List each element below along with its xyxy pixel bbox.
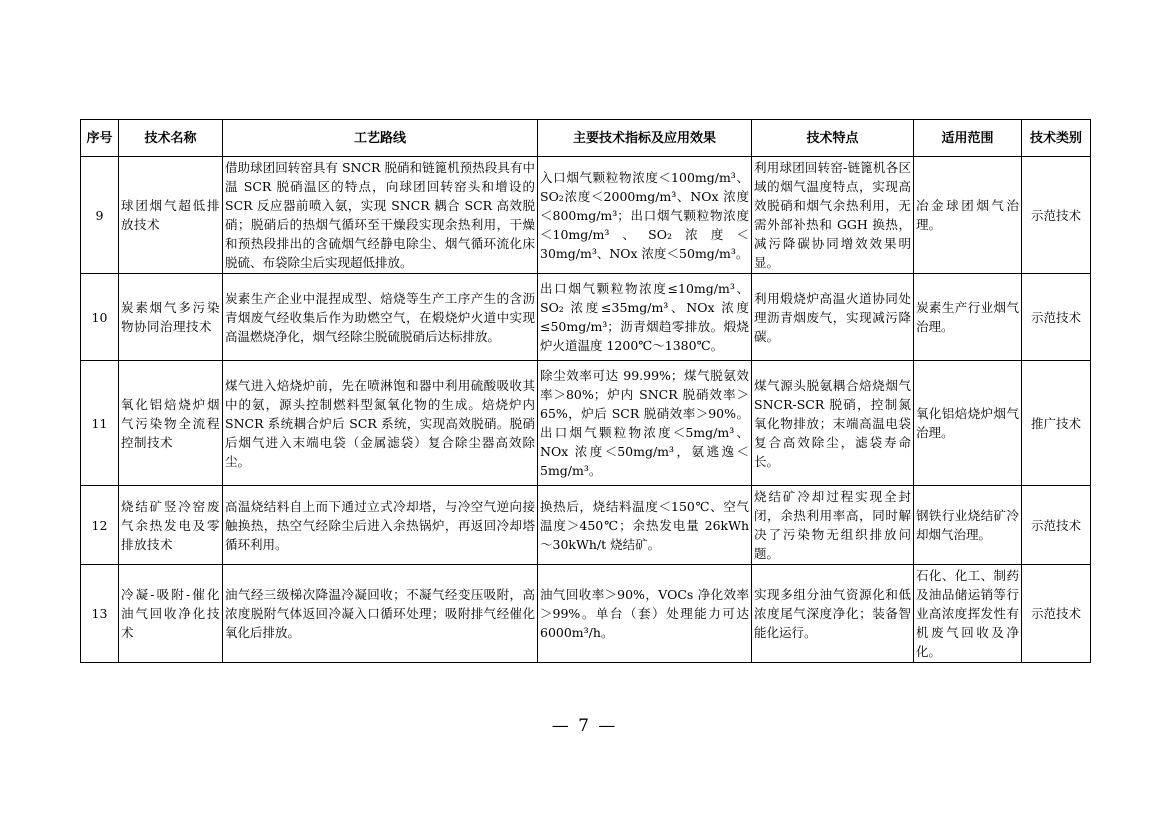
header-tech-name: 技术名称 [119, 120, 223, 157]
table-row [81, 486, 1091, 565]
cell-main-indicators: 出口烟气颗粒物浓度≤10mg/m³、SO₂ 浓度≤35mg/m³、NOx 浓度≤50mg/m³；沥青烟趋零排放。煅烧炉火道温度 1200℃～1380℃。 [538, 274, 752, 361]
cell-tech-features: 利用煅烧炉高温火道协同处理沥青烟废气，实现减污降碳。 [752, 274, 914, 361]
cell-seq: 13 [81, 565, 119, 663]
cell-category: 示范技术 [1022, 486, 1091, 565]
cell-scope: 炭素生产行业烟气治理。 [914, 274, 1022, 361]
header-seq: 序号 [81, 120, 119, 157]
cell-main-indicators: 换热后，烧结料温度＜150℃、空气温度＞450℃；余热发电量 26kWh～30kWh/t 烧结矿。 [538, 486, 752, 565]
cell-tech-name: 烧结矿竖冷窑废气余热发电及零排放技术 [119, 486, 223, 565]
cell-tech-features: 煤气源头脱氨耦合焙烧烟气 SNCR-SCR 脱硝，控制氮氧化物排放；末端高温电袋复合高效除尘，滤袋寿命长。 [752, 361, 914, 486]
page-number: — 7 — [551, 716, 618, 736]
cell-scope: 石化、化工、制药及油品储运销等行业高浓度挥发性有机废气回收及净化。 [914, 565, 1022, 663]
cell-process-route: 油气经三级梯次降温冷凝回收；不凝气经变压吸附，高浓度脱附气体返回冷凝入口循环处理；吸附排气经催化氧化后排放。 [223, 565, 538, 663]
cell-process-route: 高温烧结料自上而下通过立式冷却塔，与冷空气逆向接触换热，热空气经除尘后进入余热锅炉，再返回冷却塔循环利用。 [223, 486, 538, 565]
cell-main-indicators: 除尘效率可达 99.99%；煤气脱氨效率＞80%；炉内 SNCR 脱硝效率＞65%，炉后 SCR 脱硝效率＞90%。出口烟气颗粒物浓度＜5mg/m³、NOx 浓度＜50mg/m³，氨逃逸＜5mg/m³。 [538, 361, 752, 486]
cell-category: 示范技术 [1022, 157, 1091, 274]
table-row [81, 274, 1091, 361]
cell-seq: 9 [81, 157, 119, 274]
cell-seq: 12 [81, 486, 119, 565]
cell-scope: 钢铁行业烧结矿冷却烟气治理。 [914, 486, 1022, 565]
header-tech-features: 技术特点 [752, 120, 914, 157]
cell-tech-name: 冷凝-吸附-催化油气回收净化技术 [119, 565, 223, 663]
table-row [81, 565, 1091, 663]
technology-table [80, 119, 1091, 663]
cell-category: 示范技术 [1022, 565, 1091, 663]
cell-seq: 11 [81, 361, 119, 486]
header-process-route: 工艺路线 [223, 120, 538, 157]
table-header-row [81, 120, 1091, 157]
cell-main-indicators: 入口烟气颗粒物浓度＜100mg/m³、SO₂浓度＜2000mg/m³、NOx 浓度＜800mg/m³；出口烟气颗粒物浓度＜10mg/m³、SO₂浓度＜30mg/m³、NOx 浓度＜50mg/m³。 [538, 157, 752, 274]
cell-tech-name: 球团烟气超低排放技术 [119, 157, 223, 274]
table-row [81, 361, 1091, 486]
cell-main-indicators: 油气回收率＞90%，VOCs 净化效率＞99%。单台（套）处理能力可达 6000m³/h。 [538, 565, 752, 663]
cell-seq: 10 [81, 274, 119, 361]
cell-tech-features: 烧结矿冷却过程实现全封闭，余热利用率高，同时解决了污染物无组织排放问题。 [752, 486, 914, 565]
cell-process-route: 炭素生产企业中混捏成型、焙烧等生产工序产生的含沥青烟废气经收集后作为助燃空气，在煅烧炉火道中实现高温燃烧净化，烟气经除尘脱硫脱硝后达标排放。 [223, 274, 538, 361]
cell-scope: 氧化铝焙烧炉烟气治理。 [914, 361, 1022, 486]
cell-tech-name: 炭素烟气多污染物协同治理技术 [119, 274, 223, 361]
cell-scope: 冶金球团烟气治理。 [914, 157, 1022, 274]
cell-tech-features: 利用球团回转窑-链篦机各区域的烟气温度特点，实现高效脱硝和烟气余热利用，无需外部补热和 GGH 换热，减污降碳协同增效效果明显。 [752, 157, 914, 274]
header-scope: 适用范围 [914, 120, 1022, 157]
header-category: 技术类别 [1022, 120, 1091, 157]
cell-process-route: 借助球团回转窑具有 SNCR 脱硝和链篦机预热段具有中温 SCR 脱硝温区的特点，向球团回转窑头和增设的 SCR 反应器前喷入氨，实现 SNCR 耦合 SCR 高效脱硝；脱硝后的热烟气循环至干燥段实现余热利用，干燥和预热段排出的含硫烟气经静电除尘、烟气循环流化床脱硫、布袋除尘后实现超低排放。 [223, 157, 538, 274]
table-row [81, 157, 1091, 274]
cell-tech-features: 实现多组分油气资源化和低浓度尾气深度净化；装备智能化运行。 [752, 565, 914, 663]
cell-category: 推广技术 [1022, 361, 1091, 486]
cell-tech-name: 氧化铝焙烧炉烟气污染物全流程控制技术 [119, 361, 223, 486]
cell-category: 示范技术 [1022, 274, 1091, 361]
header-main-indicators: 主要技术指标及应用效果 [538, 120, 752, 157]
cell-process-route: 煤气进入焙烧炉前，先在喷淋饱和器中利用硫酸吸收其中的氨，源头控制燃料型氮氧化物的生成。焙烧炉内 SNCR 系统耦合炉后 SCR 系统，实现高效脱硝。脱硝后烟气进入末端电袋（金属滤袋）复合除尘器高效除尘。 [223, 361, 538, 486]
